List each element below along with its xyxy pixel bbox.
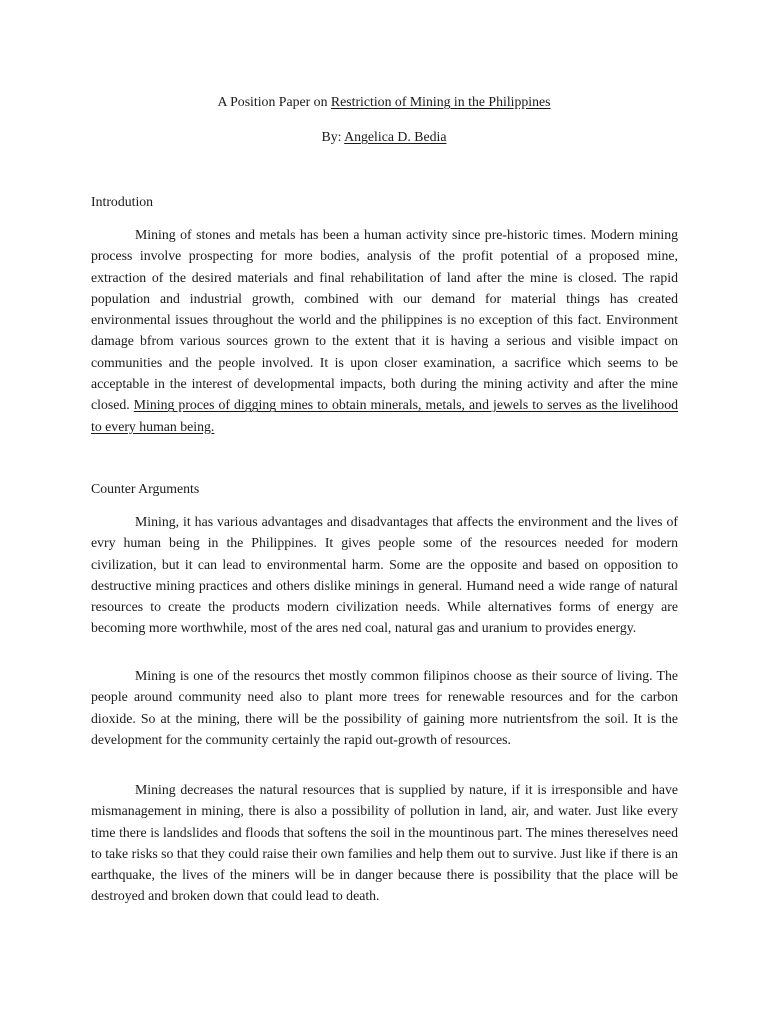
title-prefix: A Position Paper on [217,94,331,109]
byline [0,127,768,147]
byline-prefix: By: [321,129,345,144]
counter-arguments-heading: Counter Arguments [91,481,200,496]
introduction-text: Mining of stones and metals has been a human activity since pre-historic times. Modern mining process involve prospecting for more bodies, analysis of the profit potential of a proposed mine, extraction of the desired materials and final rehabilitation of land after the mine is closed. The rapid population and industrial growth, combined with our demand for material things has created environmental issues throughout the world and the philippines is no exception of this fact. Environment damage bfrom various sources grown to the extent that it is having a serious and visible impact on communities and the people involved. It is upon closer examination, a sacrifice which seems to be acceptable in the interest of developmental impacts, both during the mining activity and after the mine closed. [91,227,678,413]
introduction-paragraph [91,224,678,437]
title-topic: Restriction of Mining in the Philippines [330,94,551,109]
counter-argument-paragraph-3: Mining decreases the natural resources that is supplied by nature, if it is irresponsible and have mismanagement in mining, there is also a possibility of pollution in land, air, and water. Just like every time there is landslides and floods that softens the soil in the mountinous part. The mines thereselves need to take risks so that they could raise their own families and help them out to survive. Just like if there is an earthquake, the lives of the miners will be in danger because there is possibility that the place will be destroyed and broken down that could lead to death. [91,782,678,904]
counter-argument-paragraph-2: Mining is one of the resourcs thet mostly common filipinos choose as their source of living. The people around community need also to plant more trees for renewable resources and for the carbon dioxide. So at the mining, there will be the possibility of gaining more nutrientsfrom the soil. It is the development for the community certainly the rapid out-growth of resources. [91,668,678,747]
document-title [0,92,768,112]
introduction-heading: Introdution [91,194,154,209]
thesis-statement: Mining proces of digging mines to obtain minerals, metals, and jewels to serves as the livelihood to every human being. [91,397,678,434]
author-name: Angelica D. Bedia [344,129,447,144]
counter-argument-paragraph-1: Mining, it has various advantages and disadvantages that affects the environment and the lives of evry human being in the Philippines. It gives people some of the resources needed for modern civilization, but it can lead to environmental harm. Some are the opposite and based on opposition to destructive mining practices and others dislike minings in general. Humand need a wide range of natural resources to create the products modern civilization needs. While alternatives forms of energy are becoming more worthwhile, most of the ares ned coal, natural gas and uranium to provides energy. [91,514,678,636]
